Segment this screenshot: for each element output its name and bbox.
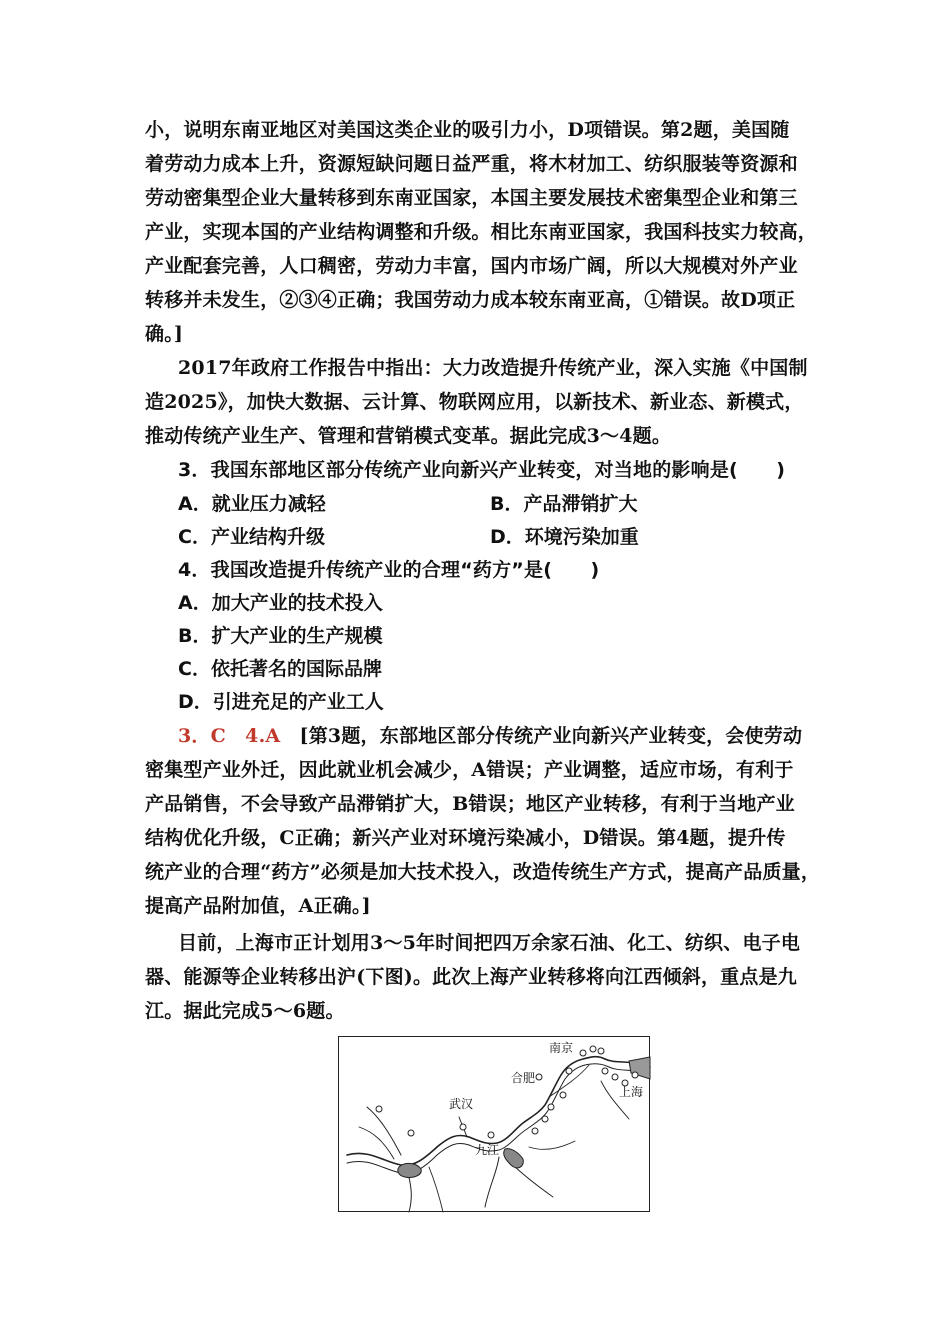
q3-option-a: A．就业压力减轻 [178,493,326,515]
city-label-hefei: 合肥 [511,1071,536,1085]
text-line: 劳动密集型企业大量转移到东南亚国家，本国主要发展技术密集型企业和第三 [145,187,798,209]
text-line: 密集型产业外迁，因此就业机会减少，A错误；产业调整，适应市场，有利于 [145,759,794,781]
answer-key: 3．C 4.A [178,725,281,747]
q4-option-a: A．加大产业的技术投入 [178,592,383,614]
text-line: 2017年政府工作报告中指出：大力改造提升传统产业，深入实施《中国制 [178,357,808,379]
yangtze-river-map [338,1036,650,1212]
text-line: 目前，上海市正计划用3～5年时间把四万余家石油、化工、纺织、电子电 [178,932,801,954]
text-line: 统产业的合理“药方”必须是加大技术投入，改造传统生产方式，提高产品质量， [145,861,821,883]
text-line: 转移并未发生，②③④正确；我国劳动力成本较东南亚高，①错误。故D项正 [145,289,796,311]
text-line: 器、能源等企业转移出沪(下图)。此次上海产业转移将向江西倾斜，重点是九 [145,966,797,988]
text-line: 产业配套完善，人口稠密，劳动力丰富，国内市场广阔，所以大规模对外产业 [145,255,798,277]
city-label-wuhan: 武汉 [449,1097,474,1111]
city-label-shanghai: 上海 [619,1085,644,1099]
text-line: 提高产品附加值，A正确。] [145,895,371,917]
river-map-drawing [339,1037,651,1213]
city-label-nanjing: 南京 [549,1041,574,1055]
text-line: 小，说明东南亚地区对美国这类企业的吸引力小，D项错误。第2题，美国随 [145,119,790,141]
question-4-stem: 4．我国改造提升传统产业的合理“药方”是( ) [178,559,600,581]
text-line: 结构优化升级，C正确；新兴产业对环境污染减小，D错误。第4题，提升传 [145,827,786,849]
q4-option-b: B．扩大产业的生产规模 [178,625,383,647]
poyang-lake [504,1149,524,1168]
q3-option-b: B．产品滞销扩大 [490,493,638,515]
text-line: 产品销售，不会导致产品滞销扩大，B错误；地区产业转移，有利于当地产业 [145,793,795,815]
city-label-jiujiang: 九江 [475,1143,500,1157]
text-line: 造2025》，加快大数据、云计算、物联网应用，以新技术、新业态、新模式， [145,391,804,413]
text-line: 推动传统产业生产、管理和营销模式变革。据此完成3～4题。 [145,425,672,447]
text-line: 江。据此完成5～6题。 [145,1000,345,1022]
q3-option-c: C．产业结构升级 [178,526,325,548]
text-line: 确。] [145,323,184,345]
text-line: 着劳动力成本上升，资源短缺问题日益严重，将木材加工、纺织服装等资源和 [145,153,798,175]
dongting-lake [398,1163,421,1177]
text-line: 产业，实现本国的产业结构调整和升级。相比东南亚国家，我国科技实力较高， [145,221,818,243]
q4-option-d: D．引进充足的产业工人 [178,691,384,713]
answer-line [178,724,858,748]
answer-text: [第3题，东部地区部分传统产业向新兴产业转变，会使劳动 [299,725,803,747]
q3-option-d: D．环境污染加重 [490,526,639,548]
q4-option-c: C．依托著名的国际品牌 [178,658,382,680]
question-3-stem: 3．我国东部地区部分传统产业向新兴产业转变，对当地的影响是( ) [178,459,786,481]
